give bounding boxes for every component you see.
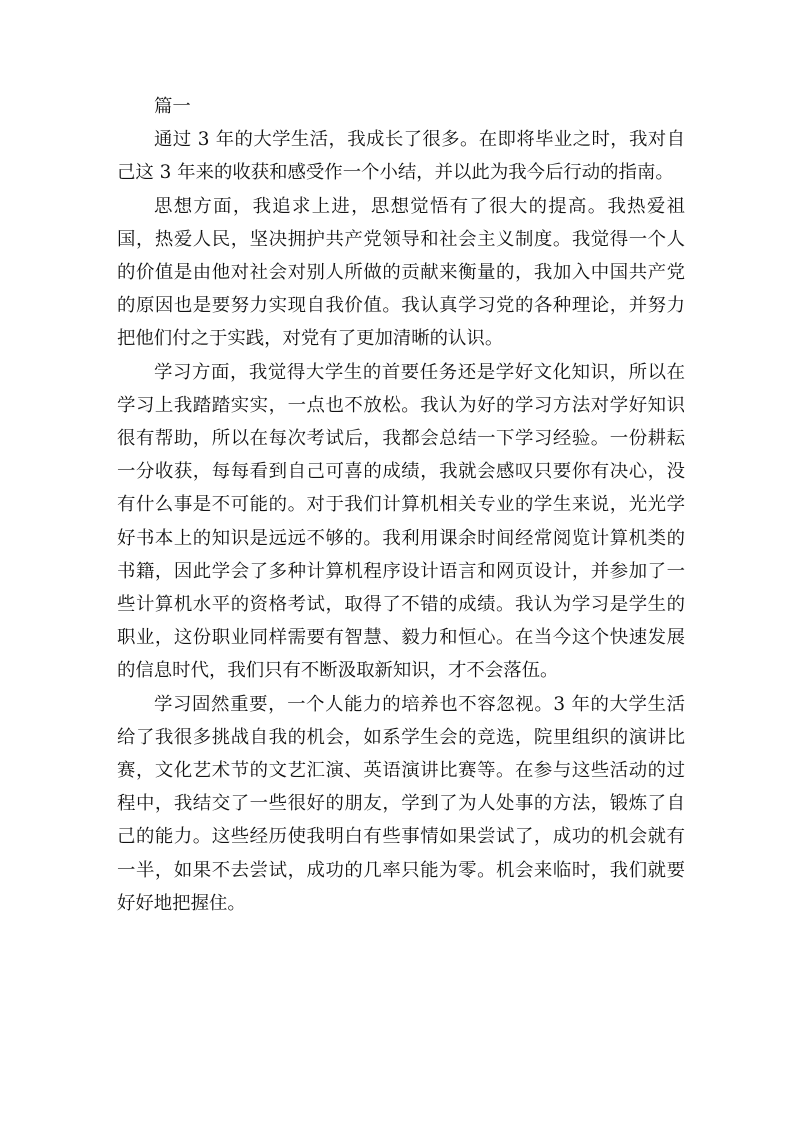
paragraph-ability: 学习固然重要，一个人能力的培养也不容忽视。3 年的大学生活给了我很多挑战自我的机会，如系学生会的竞选，院里组织的演讲比赛，文化艺术节的文艺汇演、英语演讲比赛等。在参与这些活动的过程中，我结交了一些很好的朋友，学到了为人处事的方法，锻炼了自己的能力。这些经历使我明白有些事情如果尝试了，成功的机会就有一半，如果不去尝试，成功的几率只能为零。机会来临时，我们就要好好地把握住。 bbox=[117, 693, 685, 914]
section-heading: 篇一 bbox=[154, 96, 191, 117]
paragraph-ideology: 思想方面，我追求上进，思想觉悟有了很大的提高。我热爱祖国，热爱人民，坚决拥护共产党领导和社会主义制度。我觉得一个人的价值是由他对社会对别人所做的贡献来衡量的，我加入中国共产党的原因也是要努力实现自我价值。我认真学习党的各种理论，并努力把他们付之于实践，对党有了更加清晰的认识。 bbox=[117, 195, 685, 350]
document-body bbox=[117, 90, 685, 920]
paragraph-summary: 通过 3 年的大学生活，我成长了很多。在即将毕业之时，我对自己这 3 年来的收获和感受作一个小结，并以此为我今后行动的指南。 bbox=[117, 129, 685, 184]
paragraph-study: 学习方面，我觉得大学生的首要任务还是学好文化知识，所以在学习上我踏踏实实，一点也不放松。我认为好的学习方法对学好知识很有帮助，所以在每次考试后，我都会总结一下学习经验。一份耕耘一分收获，每每看到自己可喜的成绩，我就会感叹只要你有决心，没有什么事是不可能的。对于我们计算机相关专业的学生来说，光光学好书本上的知识是远远不够的。我利用课余时间经常阅览计算机类的书籍，因此学会了多种计算机程序设计语言和网页设计，并参加了一些计算机水平的资格考试，取得了不错的成绩。我认为学习是学生的职业，这份职业同样需要有智慧、毅力和恒心。在当今这个快速发展的信息时代，我们只有不断汲取新知识，才不会落伍。 bbox=[117, 361, 685, 682]
